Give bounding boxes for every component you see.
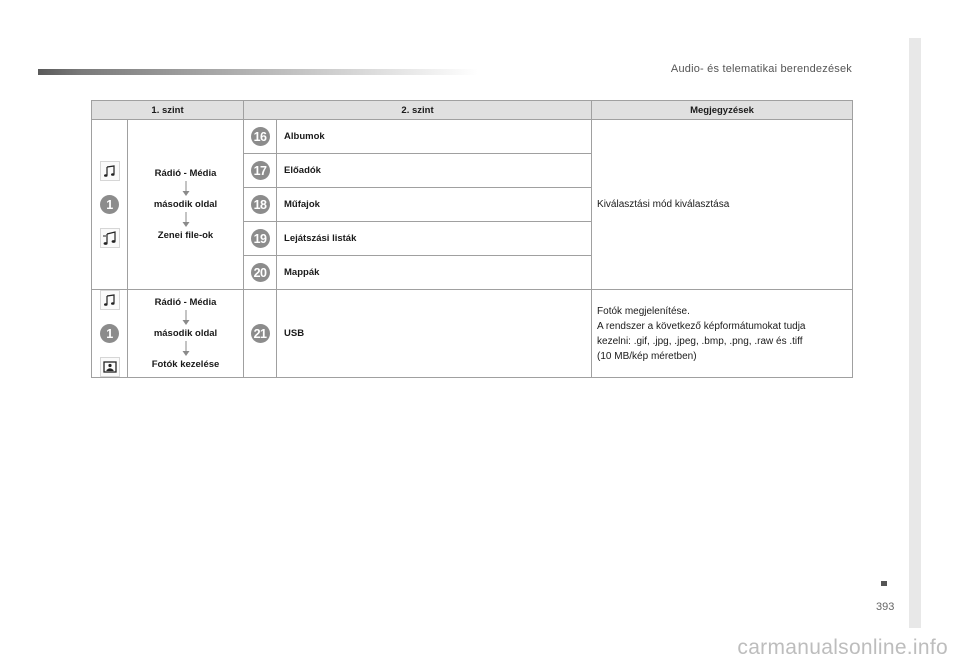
level2-badge-cell: [244, 222, 277, 256]
level2-label-genres: Műfajok: [277, 188, 592, 222]
arrow-down-icon: [128, 341, 243, 357]
level2-label-albums: Albumok: [277, 120, 592, 154]
group2-icons-cell: [92, 290, 128, 378]
watermark: carmanualsonline.info: [737, 636, 948, 659]
level2-badge-cell: [244, 290, 277, 378]
menu-step-radio-media: Rádió - Média: [154, 167, 217, 179]
level2-badge: 19: [251, 229, 270, 248]
group2-note: [592, 290, 853, 378]
table-header-row: [92, 101, 853, 120]
note-line: A rendszer a következő képformátumokat tudja: [597, 320, 806, 332]
level2-label-playlists: Lejátszási listák: [277, 222, 592, 256]
header-level2: 2. szint: [244, 101, 592, 120]
level2-badge: 16: [251, 127, 270, 146]
music-note-double-icon: [100, 228, 120, 248]
note-line: Fotók megjelenítése.: [597, 305, 690, 317]
level2-label-folders: Mappák: [277, 256, 592, 290]
photo-icon: [100, 357, 120, 377]
group1-icons-cell: [92, 120, 128, 290]
level2-badge-cell: [244, 188, 277, 222]
group1-menu-path: [128, 120, 244, 290]
header-level1: 1. szint: [92, 101, 244, 120]
table-row: [92, 290, 853, 378]
level2-badge: 17: [251, 161, 270, 180]
table-row: [92, 120, 853, 154]
level2-label-artists: Előadók: [277, 154, 592, 188]
menu-reference-table: [91, 100, 853, 378]
group1-note: Kiválasztási mód kiválasztása: [592, 120, 853, 290]
level2-badge: 18: [251, 195, 270, 214]
arrow-down-icon: [128, 181, 243, 197]
side-strip: [909, 38, 921, 628]
level2-badge: 21: [251, 324, 270, 343]
level1-badge: 1: [100, 324, 119, 343]
menu-step-second-page: második oldal: [153, 198, 218, 210]
page-marker: [881, 581, 887, 586]
level2-label-usb: USB: [277, 290, 592, 378]
menu-step-music-files: Zenei file-ok: [157, 229, 214, 241]
menu-step-second-page: második oldal: [153, 327, 218, 339]
note-line: (10 MB/kép méretben): [597, 350, 697, 362]
header-notes: Megjegyzések: [592, 101, 853, 120]
menu-step-radio-media: Rádió - Média: [154, 296, 217, 308]
level2-badge-cell: [244, 120, 277, 154]
music-note-icon: [100, 161, 120, 181]
level2-badge: 20: [251, 263, 270, 282]
note-line: kezelni: .gif, .jpg, .jpeg, .bmp, .png, .raw és .tiff: [597, 335, 803, 347]
level1-badge: 1: [100, 195, 119, 214]
page-number: 393: [876, 601, 895, 613]
music-note-icon: [100, 290, 120, 310]
level2-badge-cell: [244, 256, 277, 290]
level2-badge-cell: [244, 154, 277, 188]
arrow-down-icon: [128, 310, 243, 326]
header-gradient-bar: [38, 69, 478, 75]
menu-step-photo-management: Fotók kezelése: [151, 358, 220, 370]
chapter-title: Audio- és telematikai berendezések: [670, 63, 852, 75]
group2-menu-path: [128, 290, 244, 378]
arrow-down-icon: [128, 212, 243, 228]
